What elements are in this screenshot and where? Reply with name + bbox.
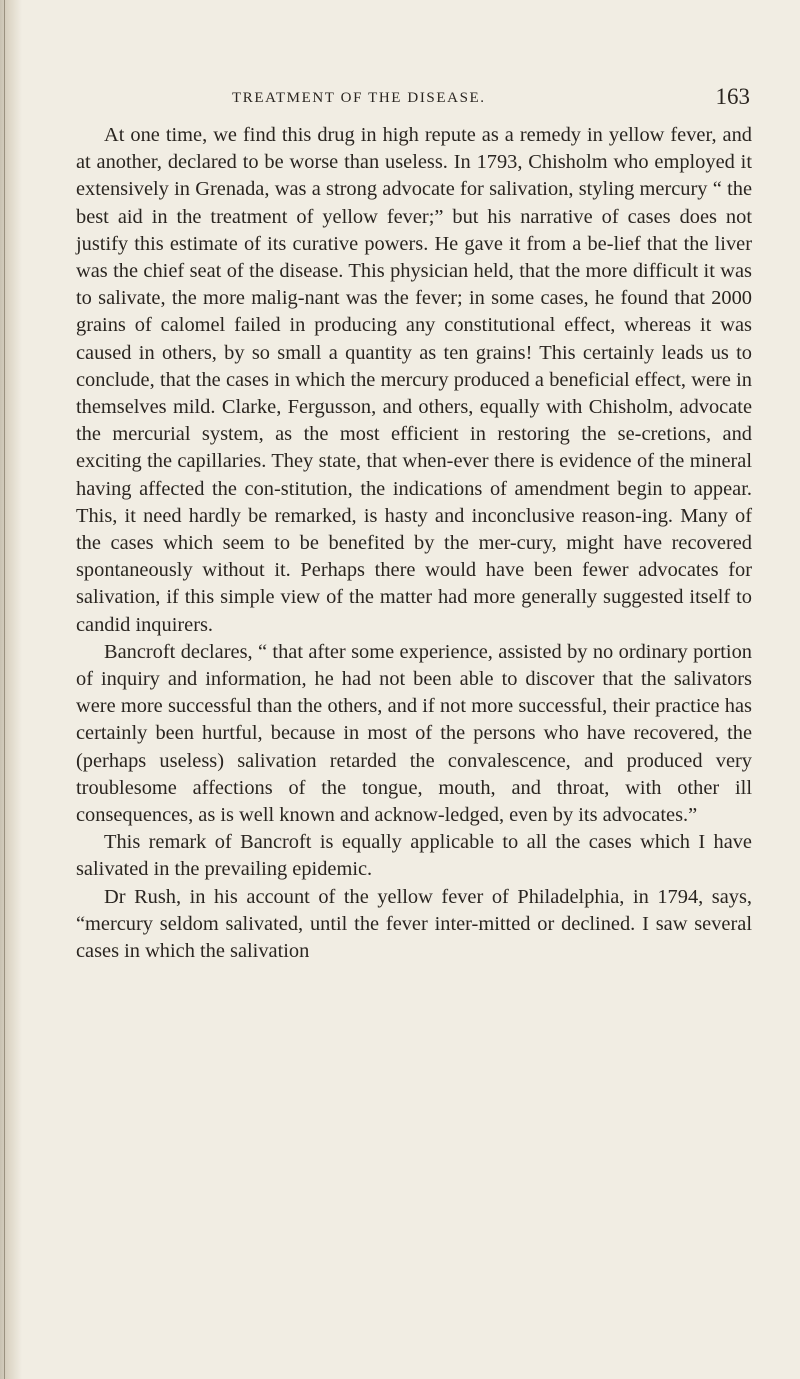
paragraph: Dr Rush, in his account of the yellow fever of Philadelphia, in 1794, says, “mercury seldom salivated, until the fever inter-mitted or declined. I saw several cases in which the salivation: [76, 885, 752, 963]
running-title: TREATMENT OF THE DISEASE.: [232, 90, 486, 106]
page-number: 163: [715, 84, 750, 109]
paragraph: Bancroft declares, “ that after some experience, assisted by no ordinary portion of inquiry and information, he had not been able to discover that the salivators were more successful than the others, and if not more successful, their practice has certainly been hurtful, because in most of the persons who have recovered, the (perhaps useless) salivation retarded the convalescence, and produced very troublesome affections of the tongue, mouth, and throat, with other ill consequences, as is well known and acknow-ledged, even by its advocates.”: [76, 640, 752, 827]
binding-edge: [4, 0, 5, 1379]
book-page: [76, 76, 752, 965]
paragraph: This remark of Bancroft is equally applicable to all the cases which I have salivated in the prevailing epidemic.: [76, 831, 752, 881]
body-text: [76, 122, 752, 965]
paragraph: At one time, we find this drug in high repute as a remedy in yellow fever, and at another, declared to be worse than useless. In 1793, Chisholm who employed it extensively in Grenada, was a strong advocate for salivation, styling mercury “ the best aid in the treatment of yellow fever;” but his narrative of cases does not justify this estimate of its curative powers. He gave it from a be-lief that the liver was the chief seat of the disease. This physician held, that the more difficult it was to salivate, the more malig-nant was the fever; in some cases, he found that 2000 grains of calomel failed in producing any constitutional effect, whereas it was caused in others, by so small a quantity as ten grains! This certainly leads us to conclude, that the cases in which the mercury produced a beneficial effect, were in themselves mild. Clarke, Fergusson, and others, equally with Chisholm, advocate the mercurial system, as the most efficient in restoring the se-cretions, and exciting the capillaries. They state, that when-ever there is evidence of the mineral having affected the con-stitution, the indications of amendment begin to appear. This, it need hardly be remarked, is hasty and inconclusive reason-ing. Many of the cases which seem to be benefited by the mer-cury, might have recovered spontaneously without it. Perhaps there would have been fewer advocates for salivation, if this simple view of the matter had more generally suggested itself to candid inquirers.: [76, 124, 752, 636]
running-head: [76, 76, 752, 116]
